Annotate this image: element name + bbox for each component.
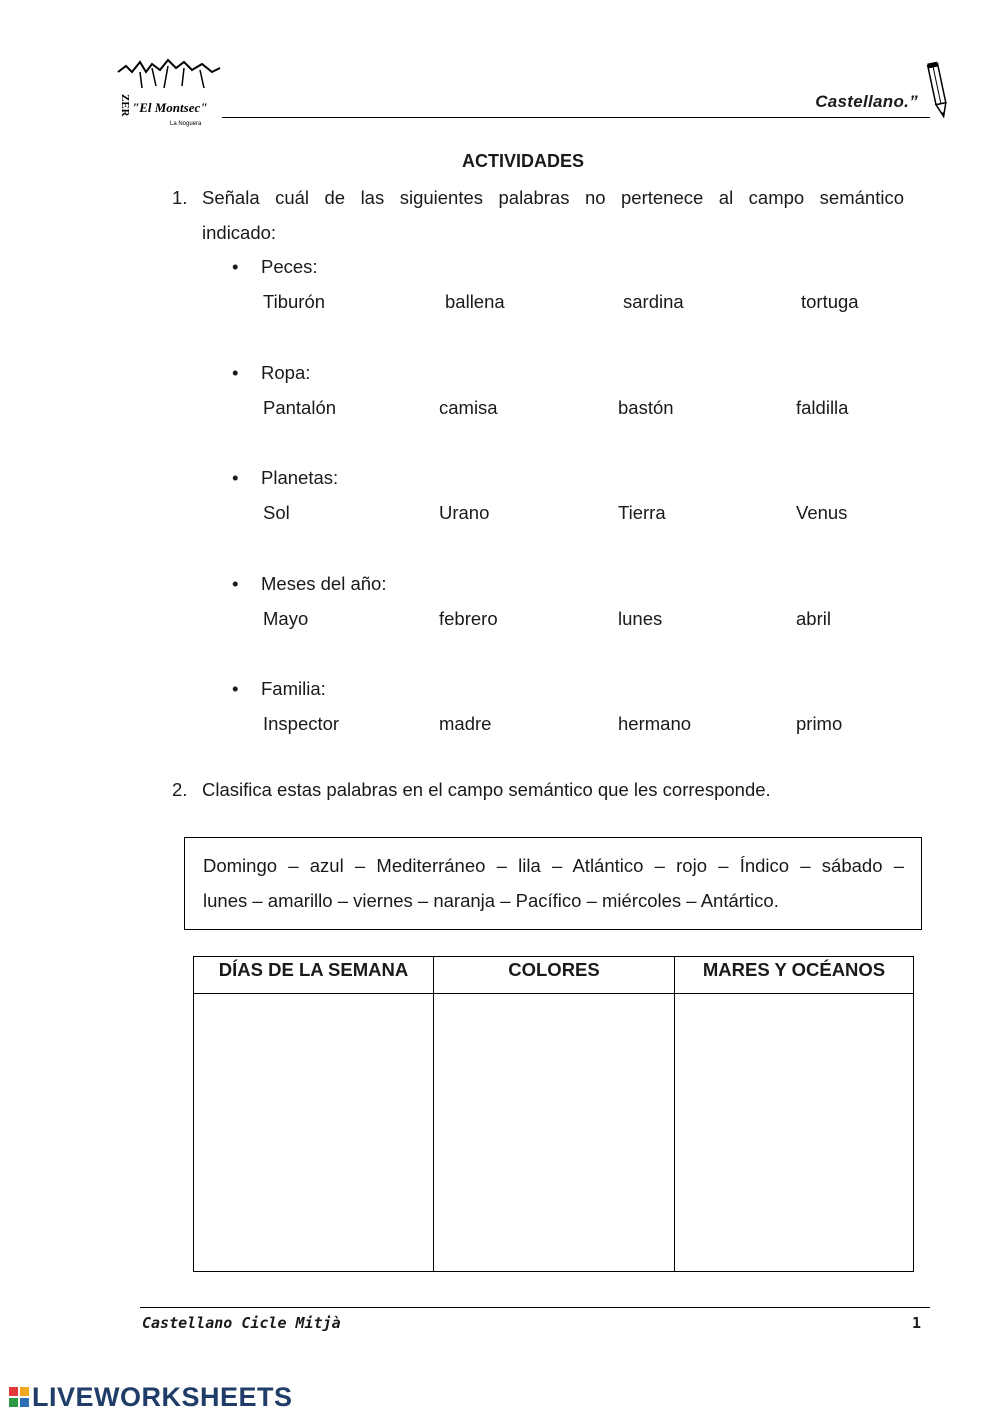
- word-option[interactable]: faldilla: [796, 397, 849, 418]
- section-title: ACTIVIDADES: [461, 151, 584, 171]
- table-header-row: [194, 957, 914, 994]
- category-label: Planetas:: [261, 467, 339, 488]
- word-option[interactable]: lunes: [618, 608, 663, 629]
- answer-cell-colores[interactable]: [434, 994, 675, 1272]
- category-peces: [232, 256, 912, 316]
- school-logo: [112, 58, 224, 130]
- header-title: Castellano.”: [815, 92, 918, 111]
- word-option[interactable]: Tiburón: [263, 291, 326, 312]
- word-option[interactable]: Pantalón: [263, 397, 337, 418]
- brand-text: LIVEWORKSHEETS: [32, 1382, 293, 1412]
- category-familia: [232, 678, 912, 738]
- pencil-icon: [926, 60, 950, 120]
- word-option[interactable]: ballena: [445, 291, 505, 312]
- bullet-icon: •: [232, 256, 239, 277]
- brand-watermark: [8, 1382, 293, 1413]
- category-label: Peces:: [261, 256, 318, 277]
- column-header-colores: COLORES: [434, 957, 675, 994]
- column-header-mares: MARES Y OCÉANOS: [675, 957, 914, 994]
- word-option[interactable]: sardina: [623, 291, 684, 312]
- bullet-icon: •: [232, 573, 239, 594]
- word-bank-line1: Domingo – azul – Mediterráneo – lila – Atlántico – rojo – Índico – sábado –: [203, 855, 904, 876]
- word-option[interactable]: bastón: [618, 397, 674, 418]
- category-label: Ropa:: [261, 362, 311, 383]
- column-header-dias: DÍAS DE LA SEMANA: [194, 957, 434, 994]
- word-option[interactable]: primo: [796, 713, 843, 734]
- word-option[interactable]: Tierra: [618, 502, 666, 523]
- category-label: Meses del año:: [261, 573, 387, 594]
- word-option[interactable]: madre: [439, 713, 492, 734]
- word-option[interactable]: tortuga: [801, 291, 859, 312]
- answer-cell-mares[interactable]: [675, 994, 914, 1272]
- word-option[interactable]: camisa: [439, 397, 498, 418]
- q1-number: 1.: [172, 187, 188, 208]
- bullet-icon: •: [232, 678, 239, 699]
- bullet-icon: •: [232, 467, 239, 488]
- answer-cell-dias[interactable]: [194, 994, 434, 1272]
- category-planetas: [232, 467, 912, 527]
- q1-text-line1: Señala cuál de las siguientes palabras no pertenece al campo semántico: [202, 187, 904, 208]
- footer-course: Castellano Cicle Mitjà: [142, 1314, 341, 1332]
- word-bank-line2: lunes – amarillo – viernes – naranja – Pacífico – miércoles – Antártico.: [203, 890, 779, 911]
- category-meses: [232, 573, 912, 633]
- q1-text-line2: indicado:: [202, 222, 277, 243]
- q2-prompt: [172, 779, 771, 801]
- word-option[interactable]: Sol: [263, 502, 290, 523]
- bullet-icon: •: [232, 362, 239, 383]
- q2-text: Clasifica estas palabras en el campo semántico que les corresponde.: [202, 779, 771, 800]
- category-ropa: [232, 362, 912, 422]
- svg-text:La Noguera: La Noguera: [170, 121, 202, 127]
- header-divider: [222, 117, 930, 118]
- word-option[interactable]: hermano: [618, 713, 692, 734]
- word-option[interactable]: Urano: [439, 502, 490, 523]
- svg-text:ZER: ZER: [119, 94, 131, 117]
- page-number: 1: [912, 1314, 922, 1332]
- word-option[interactable]: Mayo: [263, 608, 309, 629]
- category-label: Familia:: [261, 678, 326, 699]
- footer-divider: [140, 1307, 930, 1308]
- word-bank-box: [184, 837, 922, 930]
- liveworksheets-logo-icon: [8, 1385, 30, 1409]
- word-option[interactable]: febrero: [439, 608, 498, 629]
- word-option[interactable]: Venus: [796, 502, 848, 523]
- q2-number: 2.: [172, 779, 188, 800]
- svg-text:"El Montsec": "El Montsec": [132, 100, 208, 115]
- table-answer-row: [194, 994, 914, 1272]
- word-option[interactable]: Inspector: [263, 713, 340, 734]
- word-option[interactable]: abril: [796, 608, 831, 629]
- classification-table: [193, 956, 914, 1272]
